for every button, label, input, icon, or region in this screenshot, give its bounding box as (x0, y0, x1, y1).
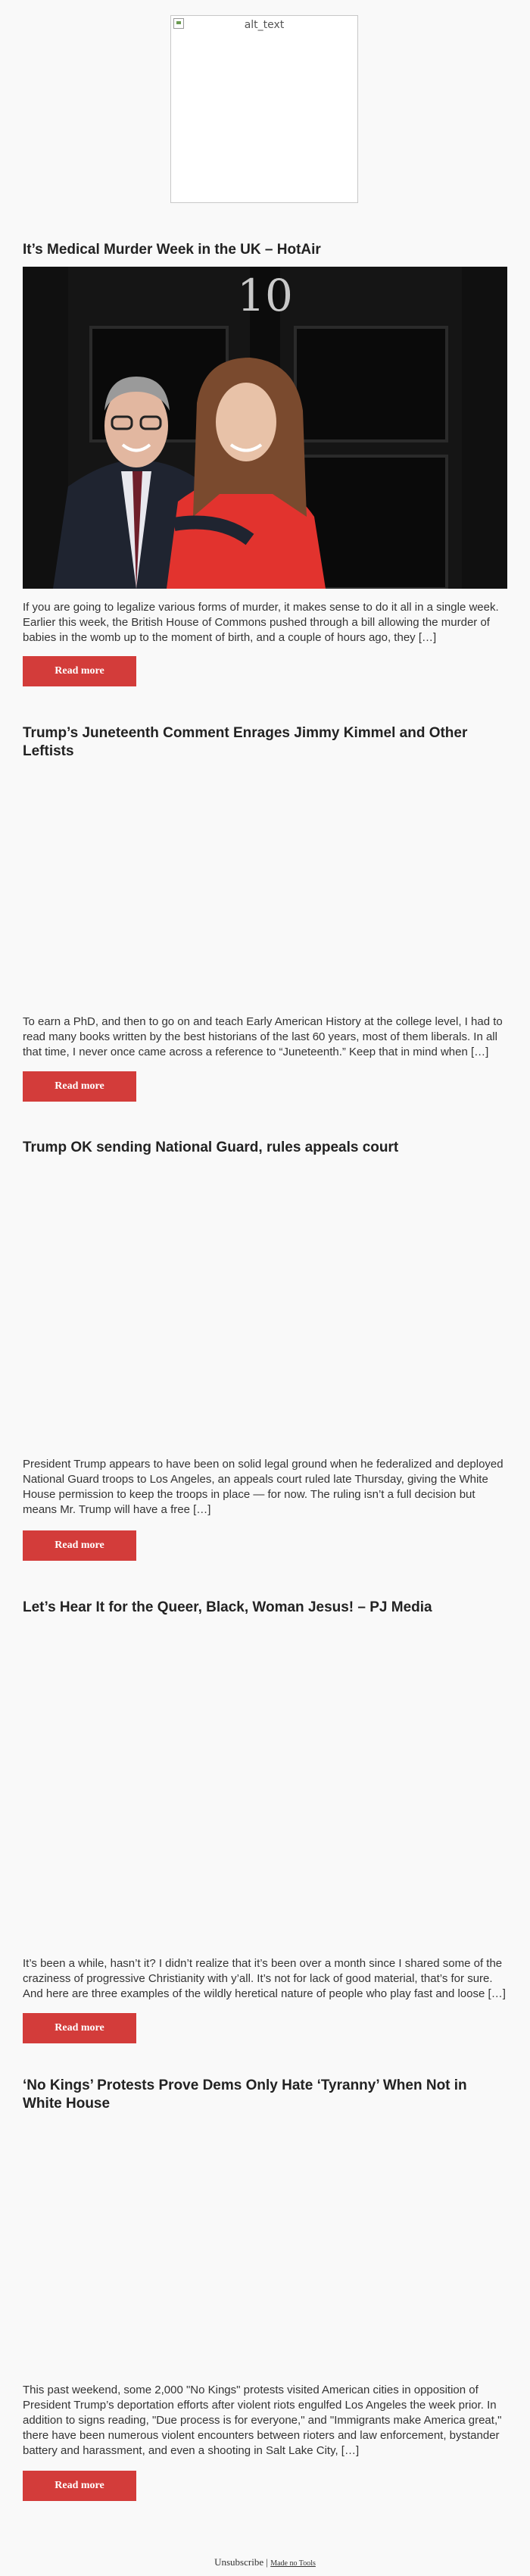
post-4 (23, 1599, 507, 2034)
post-excerpt: This past weekend, some 2,000 "No Kings" protests visited American cities in opposition of President Trump’s deportation efforts after violent riots engulfed Los Angeles the week prior. In addition to signs reading, "Due process is for everyone," and "Immigrants make America great," there have been numerous violent encounters between rioters and law enforcement, bystander battery and harassment, and even a shooting in Salt Lake City, […] (23, 2384, 502, 2457)
read-more-button[interactable]: Read more (23, 656, 136, 686)
post-image-placeholder[interactable] (23, 1165, 507, 1437)
post-title[interactable]: Trump’s Juneteenth Comment Enrages Jimmy Kimmel and Other Leftists (23, 725, 468, 759)
footer (0, 2556, 530, 2568)
post-title[interactable]: Trump OK sending National Guard, rules appeals court (23, 1140, 399, 1155)
post-5 (23, 2077, 507, 2491)
post-1 (23, 241, 507, 677)
post-title[interactable]: Let’s Hear It for the Queer, Black, Woman Jesus! – PJ Media (23, 1599, 432, 1615)
header-logo-image (170, 15, 358, 203)
read-more-button[interactable]: Read more (23, 2471, 136, 2501)
post-excerpt: President Trump appears to have been on solid legal ground when he federalized and deployed National Guard troops to Los Angeles, an appeals court ruled late Thursday, giving the White House permission to keep the troops in place — for now. The ruling isn’t a full decision but means Mr. Trump will have a free […] (23, 1458, 504, 1516)
post-excerpt: If you are going to legalize various forms of murder, it makes sense to do it all in a single week. Earlier this week, the British House of Commons pushed through a bill allowing the murder of babies in the womb up to the moment of birth, and a couple of hours ago, they […] (23, 601, 499, 644)
post-image-placeholder[interactable] (23, 750, 507, 970)
footer-link[interactable]: Made no Tools (270, 2559, 316, 2568)
unsubscribe-label: Unsubscribe (214, 2556, 264, 2568)
post-excerpt: It’s been a while, hasn’t it? I didn’t realize that it’s been over a month since I shared some of the craziness of progressive Christianity with y’all. It’s not for lack of good material, that’s for sure. And here are three examples of the wildly heretical nature of people who play fast and loose […] (23, 1957, 506, 2000)
logo-alt-text: alt_text (244, 19, 285, 31)
read-more-button[interactable]: Read more (23, 1071, 136, 1102)
couple-photo (23, 267, 507, 589)
door-number: 10 (237, 270, 293, 321)
post-image-placeholder[interactable] (23, 1624, 507, 1927)
read-more-button[interactable]: Read more (23, 1530, 136, 1561)
read-more-button[interactable]: Read more (23, 2013, 136, 2043)
post-title[interactable]: ‘No Kings’ Protests Prove Dems Only Hate ‘Tyranny’ When Not in White House (23, 2077, 467, 2112)
post-image-placeholder[interactable] (23, 2121, 507, 2401)
post-image[interactable] (23, 267, 507, 589)
post-2 (23, 724, 507, 1092)
post-excerpt: To earn a PhD, and then to go on and teach Early American History at the college level, I had to read many books written by the best historians of the last 60 years, most of them liberals. In all that time, I never once came across a reference to “Juneteenth.” Keep that in mind when […] (23, 1015, 503, 1058)
post-title[interactable]: It’s Medical Murder Week in the UK – HotAir (23, 242, 321, 258)
footer-separator: | (266, 2556, 268, 2568)
post-3 (23, 1139, 507, 1551)
